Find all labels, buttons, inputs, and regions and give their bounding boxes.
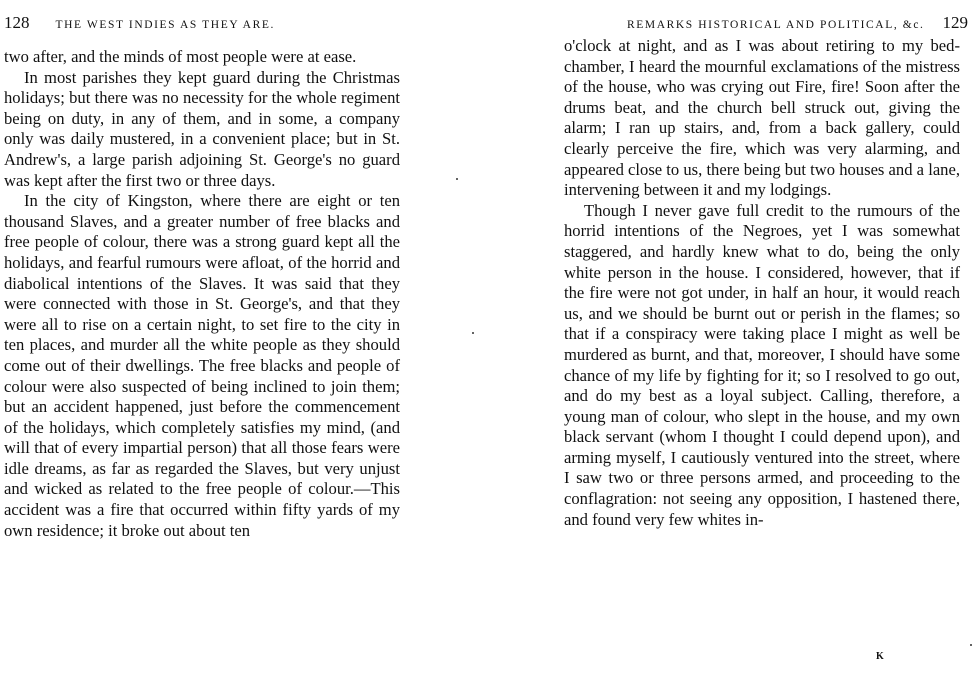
left-page-header — [4, 13, 414, 33]
paragraph: In most parishes they kept guard during the Christmas holidays; but there was no necessity for the whole regiment being on duty, in any of them, and in some, a company only was daily mustered, in a convenient place; but in St. Andrew's, a large parish adjoining St. George's no guard was kept after the first two or three days. — [4, 67, 400, 190]
print-speck — [472, 332, 474, 334]
print-speck — [456, 178, 458, 180]
paragraph: two after, and the minds of most people were at ease. — [4, 47, 357, 66]
print-speck — [970, 644, 972, 646]
left-page-body — [4, 47, 400, 541]
right-page-body — [564, 36, 960, 530]
signature-mark: K — [876, 651, 884, 662]
left-running-head: THE WEST INDIES AS THEY ARE. — [55, 19, 275, 31]
paragraph: In the city of Kingston, where there are eight or ten thousand Slaves, and a greater number of free blacks and free people of colour, there was a strong guard kept all the holidays, and fearful rumours were afloat, of the horrid and diabolical intentions of the Slaves. It was said that they were connected with those in St. George's, and that they were all to rise on a certain night, to set fire to the city in ten places, and murder all the white people as they should come out of their dwellings. The free blacks and people of colour were also suspected of being inclined to join them; but an accident happened, just before the commencement of the holidays, which completely satisfies my mind, (and will that of every impartial person) that all those fears were idle dreams, as far as regarded the Slaves, but very unjust and wicked as related to the free people of colour.—This accident was a fire that occurred within fifty yards of my own residence; it broke out about ten — [4, 191, 400, 540]
paragraph: o'clock at night, and as I was about retiring to my bed-chamber, I heard the mournful exclamations of the mistress of the house, who was crying out Fire, fire! Soon after the drums beat, and the church bell struck out, giving the alarm; I ran up stairs, and, from a back gallery, could clearly perceive the fire, which was very alarming, and appeared close to us, there being but two houses and a lane, intervening between it and my lodgings. — [564, 36, 960, 200]
right-page-number: 129 — [942, 13, 968, 32]
paragraph: Though I never gave full credit to the rumours of the horrid intentions of the Negroes, yet I was somewhat staggered, and hardly knew what to do, being the only white person in the house. I considered, however, that if the fire were not got under, in half an hour, it would reach us, and we should be burnt out or perish in the flames; so that if a conspiracy were taking place I might as well be murdered as burnt, and that, moreover, I should have some chance of my life by fighting for it; so I resolved to go out, and do my best as a loyal subject. Calling, therefore, a young man of colour, who slept in the house, and my own black servant (whom I thought I could depend upon), and arming myself, I cautiously ventured into the street, where I saw two or three persons armed, and proceeding to the conflagration: not seeing any opposition, I hastened there, and found very few whites in- — [564, 200, 960, 529]
left-page-number: 128 — [4, 13, 30, 32]
right-running-head: REMARKS HISTORICAL AND POLITICAL, &c. — [626, 19, 925, 31]
right-page-header — [556, 13, 968, 33]
